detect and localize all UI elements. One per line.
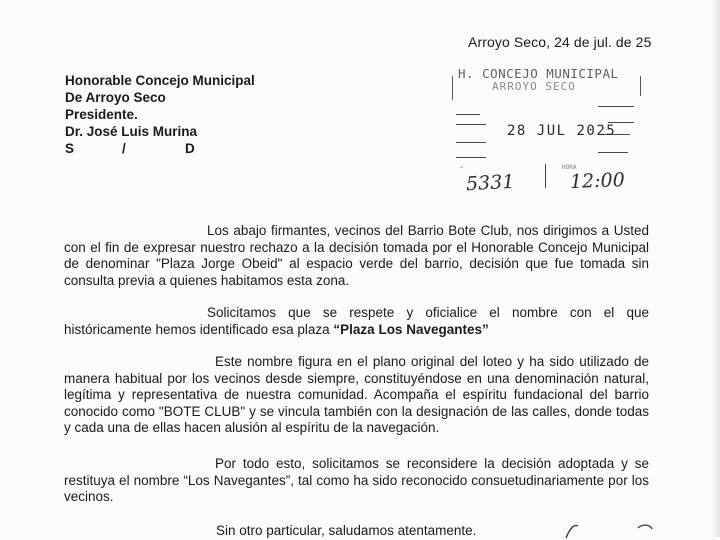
paragraph-1 [64, 223, 649, 289]
stamp-time: 12:00 [569, 169, 626, 193]
recipient-line-1: Honorable Concejo Municipal [65, 73, 255, 88]
recipient-line-2: De Arroyo Seco [65, 90, 166, 105]
paragraph-4 [64, 456, 649, 506]
signature-mark [560, 520, 680, 540]
recipient-sd [65, 140, 255, 157]
sd-slash: / [122, 141, 126, 156]
paragraph-1-text: Los abajo firmantes, vecinos del Barrio Bote Club, nos dirigimos a Usted con el fin de expresar nuestro rechazo a la decisión tomada por el Honorable Concejo Municipal de denominar "Plaza Jorge Obeid" al espacio verde del barrio, decisión que fue tomada sin consulta previa a quienes habitamos esta zona. [64, 223, 649, 288]
plaza-name-emphasis: “Plaza Los Navegantes” [333, 321, 489, 337]
stamp-subtitle: ARROYO SECO [492, 80, 576, 93]
stamp-title: H. CONCEJO MUNICIPAL [458, 66, 619, 81]
reception-stamp: H. CONCEJO MUNICIPAL ARROYO SECO 28 JUL 2025 ″ HORA 5331 12:00 [452, 62, 647, 200]
paragraph-2-text: Solicitamos que se respete y oficialice el nombre con el que históricamente hemos identificado esa plaza [64, 305, 649, 337]
recipient-line-4: Dr. José Luis Murina [65, 124, 198, 139]
stamp-hour-label: HORA [562, 164, 577, 171]
sd-d: D [185, 141, 195, 156]
paragraph-3-text: Este nombre figura en el plano original del loteo y ha sido utilizado de manera habitual por los vecinos desde siempre, constituyéndose en una denominación natural, legítima y representativa de nuestra comunidad. Acompaña el espíritu fundacional del barrio conocido como "BOTE CLUB" y se vincula también con la designación de las calles, donde todas y cada una de ellas hacen alusión al espíritu de la navegación. [64, 354, 649, 435]
paragraph-2 [64, 305, 649, 338]
sd-s: S [65, 141, 75, 156]
stamp-received-date: 28 JUL 2025 [507, 123, 617, 139]
paragraph-3 [64, 354, 649, 437]
scan-edge-shadow [712, 0, 720, 537]
recipient-line-3: Presidente. [65, 107, 138, 122]
place-date: Arroyo Seco, 24 de jul. de 25 [468, 34, 652, 50]
stamp-entry-number: 5331 [465, 170, 515, 196]
closing-line: Sin otro particular, saludamos atentamente. [216, 523, 477, 538]
paragraph-4-text: Por todo esto, solicitamos se reconsidere la decisión adoptada y se restituya el nombre “Los Navegantes”, tal como ha sido reconocido consuetudinariamente por los vecinos. [64, 456, 649, 504]
recipient-block [65, 72, 255, 157]
